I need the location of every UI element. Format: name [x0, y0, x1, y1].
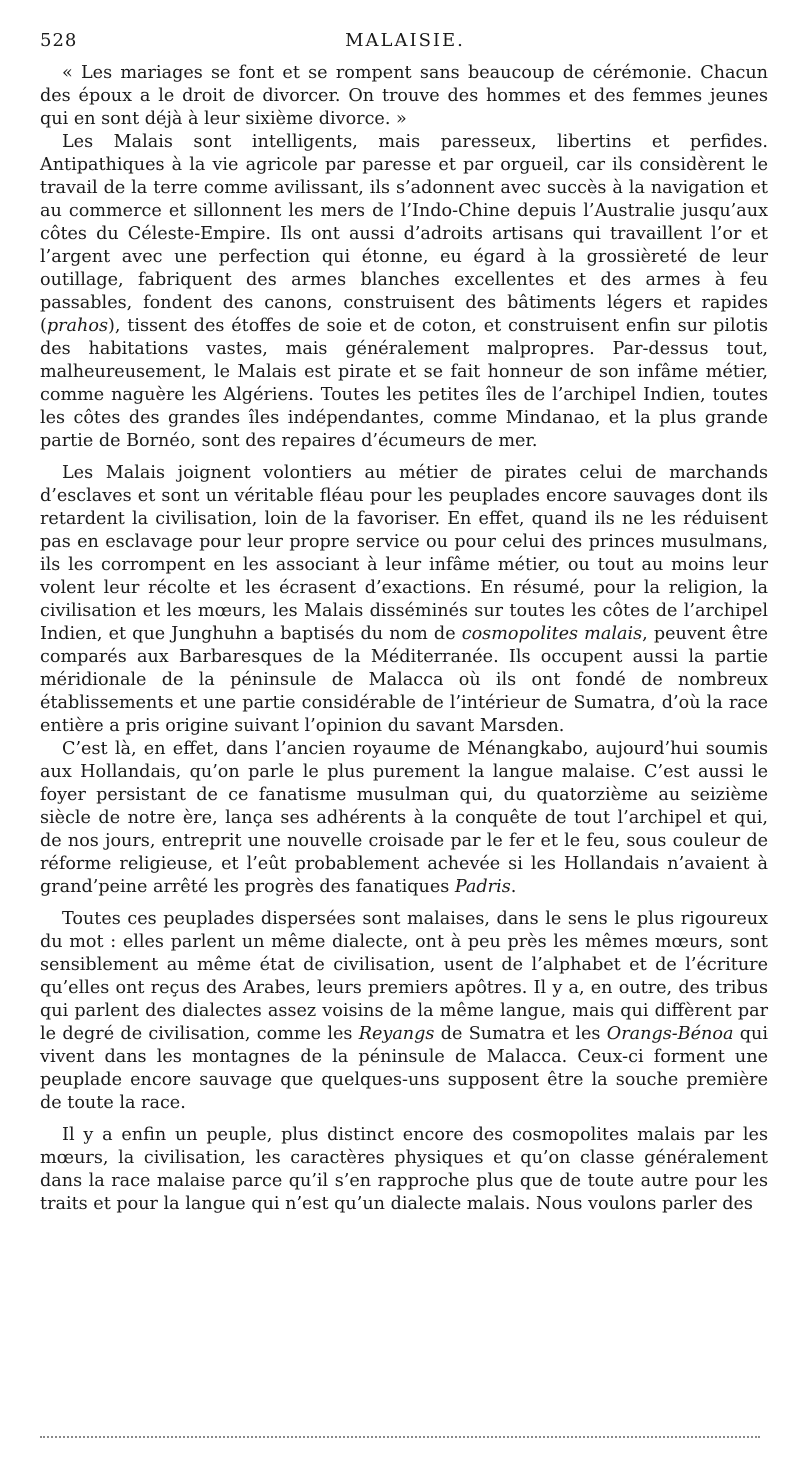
page-number: 528 — [40, 30, 78, 51]
paragraph-4 — [40, 738, 768, 899]
italic-term: Orangs-Bénoa — [606, 1024, 734, 1044]
text-run: , peuvent être comparés aux Barbaresques de la Méditerranée. Ils occupent aussi la partie méridionale de la péninsule de Malacca où ils ont fondé de nombreux établissements et une partie considérable de l’intérieur de Sumatra, d’où la race entière a pris origine suivant l’opinion du savant Marsden. — [40, 624, 768, 736]
text-run: Toutes ces peuplades dispersées sont malaises, dans le sens le plus rigoureux du mot : elles parlent un même dialecte, ont à peu près les mêmes mœurs, sont sensiblement au même état de civilisation, usent de l’alphabet et de l’écriture qu’elles ont reçus des Arabes, leurs premiers apôtres. Il y a, en outre, des tribus qui parlent des dialectes assez voisins de la même langue, mais qui diffèrent par le degré de civilisation, comme les — [40, 909, 768, 1044]
text-run: ), tissent des étoffes de soie et de coton, et construisent enfin sur pilotis des habitations vastes, mais généralement malpropres. Par-dessus tout, malheureusement, le Malais est pirate et se fait honneur de son infâme métier, comme naguère les Algériens. Toutes les petites îles de l’archipel Indien, toutes les côtes des grandes îles indépendantes, comme Mindanao, et la plus grande partie de Bornéo, sont des repaires d’écumeurs de mer. — [40, 316, 768, 451]
italic-term: prahos — [46, 316, 108, 336]
text-run: Il y a enfin un peuple, plus distinct encore des cosmopolites malais par les mœurs, la civilisation, les caractères physiques et qu’on classe généralement dans la race malaise parce qu’il s’en rapproche plus que de toute autre pour les traits et pour la langue qui n’est qu’un dialecte malais. Nous voulons parler des — [40, 1125, 768, 1214]
paragraph-6 — [40, 1124, 768, 1216]
text-run: de Sumatra et les — [434, 1024, 607, 1044]
text-run: C’est là, en effet, dans l’ancien royaume de Ménangkabo, aujourd’hui soumis aux Hollandais, qu’on parle le plus purement la langue malaise. C’est aussi le foyer persistant de ce fanatisme musulman qui, du quatorzième au seizième siècle de notre ère, lança ses adhérents à la conquête de tout l’archipel et qui, de nos jours, entreprit une nouvelle croisade par le fer et le feu, sous couleur de réforme religieuse, et l’eût probablement achevée si les Hollandais n’avaient à grand’peine arrêté les progrès des fanatiques — [40, 739, 768, 897]
italic-term: Reyangs — [358, 1024, 435, 1044]
running-title: MALAISIE. — [345, 30, 465, 51]
text-run: Les Malais joignent volontiers au métier de pirates celui de marchands d’esclaves et sont un véritable fléau pour les peuplades encore sauvages dont ils retardent la civilisation, loin de la favoriser. En effet, quand ils ne les réduisent pas en esclavage pour leur propre service ou pour celui des princes musulmans, ils les corrompent en les associant à leur infâme métier, ou tout au moins leur volent leur récolte et les écrasent d’exactions. En résumé, pour la religion, la civilisation et les mœurs, les Malais disséminés sur toutes les côtes de l’archipel Indien, et que Junghuhn a baptisés du nom de — [40, 463, 768, 644]
italic-term: Padris — [454, 877, 511, 897]
paragraph-3 — [40, 462, 768, 738]
text-run: . — [510, 877, 517, 897]
text-run: qui vivent dans les montagnes de la péninsule de Malacca. Ceux-ci forment une peuplade encore sauvage que quelques-uns supposent être la souche première de toute la race. — [40, 1024, 768, 1113]
paragraph-5 — [40, 908, 768, 1115]
running-header — [40, 30, 770, 58]
page-bottom-rule — [40, 1436, 760, 1438]
text-run: « Les mariages se font et se rompent sans beaucoup de cérémonie. Chacun des époux a le droit de divorcer. On trouve des hommes et des femmes jeunes qui en sont déjà à leur sixième divorce. » — [40, 63, 768, 129]
paragraph-1 — [40, 62, 768, 131]
text-run: Les Malais sont intelligents, mais paresseux, libertins et perfides. Antipathiques à la vie agricole par paresse et par orgueil, car ils considèrent le travail de la terre comme avilissant, ils s’adonnent avec succès à la navigation et au commerce et sillonnent les mers de l’Indo-Chine depuis l’Australie jusqu’aux côtes du Céleste-Empire. Ils ont aussi d’adroits artisans qui travaillent l’or et l’argent avec une perfection qui étonne, eu égard à la grossièreté de leur outillage, fabriquent des armes blanches excellentes et des armes à feu passables, fondent des canons, construisent des bâtiments légers et rapides ( — [40, 132, 768, 336]
italic-term: cosmopolites malais — [461, 624, 643, 644]
body-text — [40, 62, 768, 1216]
paragraph-2 — [40, 131, 768, 453]
